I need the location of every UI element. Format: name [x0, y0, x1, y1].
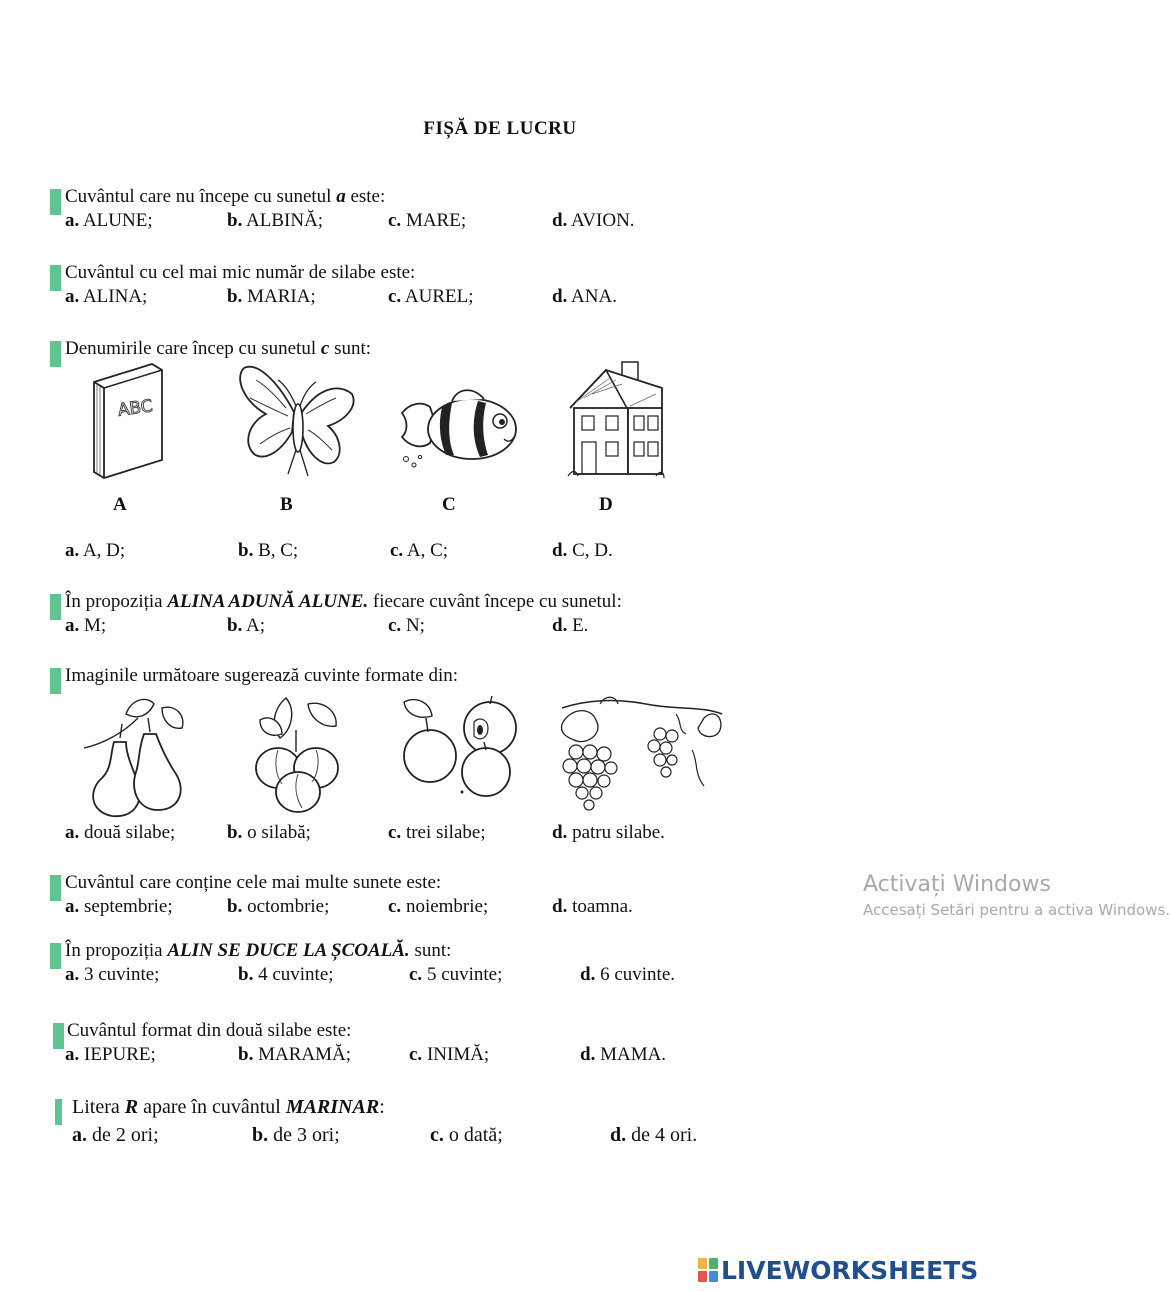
option-c: c. trei silabe; [388, 822, 486, 843]
option-d: d. MAMA. [580, 1044, 667, 1065]
question-stem: Litera R apare în cuvântul MARINAR: [72, 1096, 385, 1118]
question-marker[interactable] [55, 1099, 62, 1125]
apricots-image [246, 694, 346, 816]
option-c: c. AUREL; [388, 286, 474, 307]
option-a: a. A, D; [65, 540, 126, 561]
option-d: d. toamna. [552, 896, 633, 917]
option-b: b. ALBINĂ; [227, 210, 324, 231]
option-d: d. de 4 ori. [610, 1124, 698, 1146]
option-a: a. două silabe; [65, 822, 176, 843]
page-title: FIȘĂ DE LUCRU [423, 118, 577, 139]
question-marker[interactable] [50, 265, 61, 291]
option-b: b. B, C; [238, 540, 299, 561]
house-image [566, 358, 666, 490]
question-marker[interactable] [50, 943, 61, 969]
option-a: a. ALUNE; [65, 210, 153, 231]
butterfly-image [236, 358, 360, 480]
image-label-c: C [442, 494, 456, 515]
option-d: d. 6 cuvinte. [580, 964, 676, 985]
question-stem: Denumirile care încep cu sunetul c sunt: [65, 338, 372, 359]
apples-image [396, 694, 522, 798]
question-stem: Imaginile următoare sugerează cuvinte formate din: [65, 665, 459, 686]
clownfish-image [396, 385, 526, 475]
liveworksheets-logo[interactable] [698, 1255, 978, 1285]
option-d: d. AVION. [552, 210, 635, 231]
question-stem: În propoziția ALIN SE DUCE LA ȘCOALĂ. sunt: [65, 940, 452, 961]
question-stem: Cuvântul cu cel mai mic număr de silabe este: [65, 262, 416, 283]
option-b: b. octombrie; [227, 896, 330, 917]
option-c: c. N; [388, 615, 425, 636]
question-stem: În propoziția ALINA ADUNĂ ALUNE. fiecare cuvânt începe cu sunetul: [65, 591, 622, 612]
svg-text:ABC: ABC [116, 396, 154, 421]
image-label-d: D [599, 494, 613, 515]
option-c: c. A, C; [390, 540, 449, 561]
question-stem: Cuvântul care conține cele mai multe sunete este: [65, 872, 442, 893]
option-b: b. 4 cuvinte; [238, 964, 334, 985]
question-marker[interactable] [50, 341, 61, 367]
question-marker[interactable] [50, 594, 61, 620]
question-marker[interactable] [50, 875, 61, 901]
question-marker[interactable] [50, 189, 61, 215]
option-b: b. o silabă; [227, 822, 311, 843]
question-marker[interactable] [53, 1023, 64, 1049]
book-image [82, 360, 168, 480]
option-a: a. IEPURE; [65, 1044, 156, 1065]
pears-image [82, 694, 190, 820]
question-stem: Cuvântul care nu începe cu sunetul a este: [65, 186, 386, 207]
option-b: b. A; [227, 615, 266, 636]
option-a: a. M; [65, 615, 107, 636]
option-d: d. E. [552, 615, 589, 636]
option-a: a. de 2 ori; [72, 1124, 159, 1146]
question-stem: Cuvântul format din două silabe este: [67, 1020, 352, 1041]
option-c: c. MARE; [388, 210, 467, 231]
option-c: c. 5 cuvinte; [409, 964, 503, 985]
option-a: a. 3 cuvinte; [65, 964, 160, 985]
image-label-b: B [280, 494, 293, 515]
option-b: b. MARAMĂ; [238, 1044, 351, 1065]
option-b: b. de 3 ori; [252, 1124, 340, 1146]
option-c: c. INIMĂ; [409, 1044, 490, 1065]
question-marker[interactable] [50, 668, 61, 694]
option-b: b. MARIA; [227, 286, 316, 307]
logo-blocks-icon [698, 1258, 718, 1282]
image-label-a: A [113, 494, 127, 515]
option-d: d. patru silabe. [552, 822, 665, 843]
option-c: c. noiembrie; [388, 896, 489, 917]
option-c: c. o dată; [430, 1124, 503, 1146]
option-d: d. ANA. [552, 286, 617, 307]
logo-text: LIVEWORKSHEETS [721, 1255, 979, 1285]
option-a: a. septembrie; [65, 896, 173, 917]
option-d: d. C, D. [552, 540, 613, 561]
windows-activation-watermark: Activați Windows Accesați Setări pentru a activa Windows. [863, 872, 1170, 919]
grapes-image [556, 694, 724, 814]
option-a: a. ALINA; [65, 286, 148, 307]
